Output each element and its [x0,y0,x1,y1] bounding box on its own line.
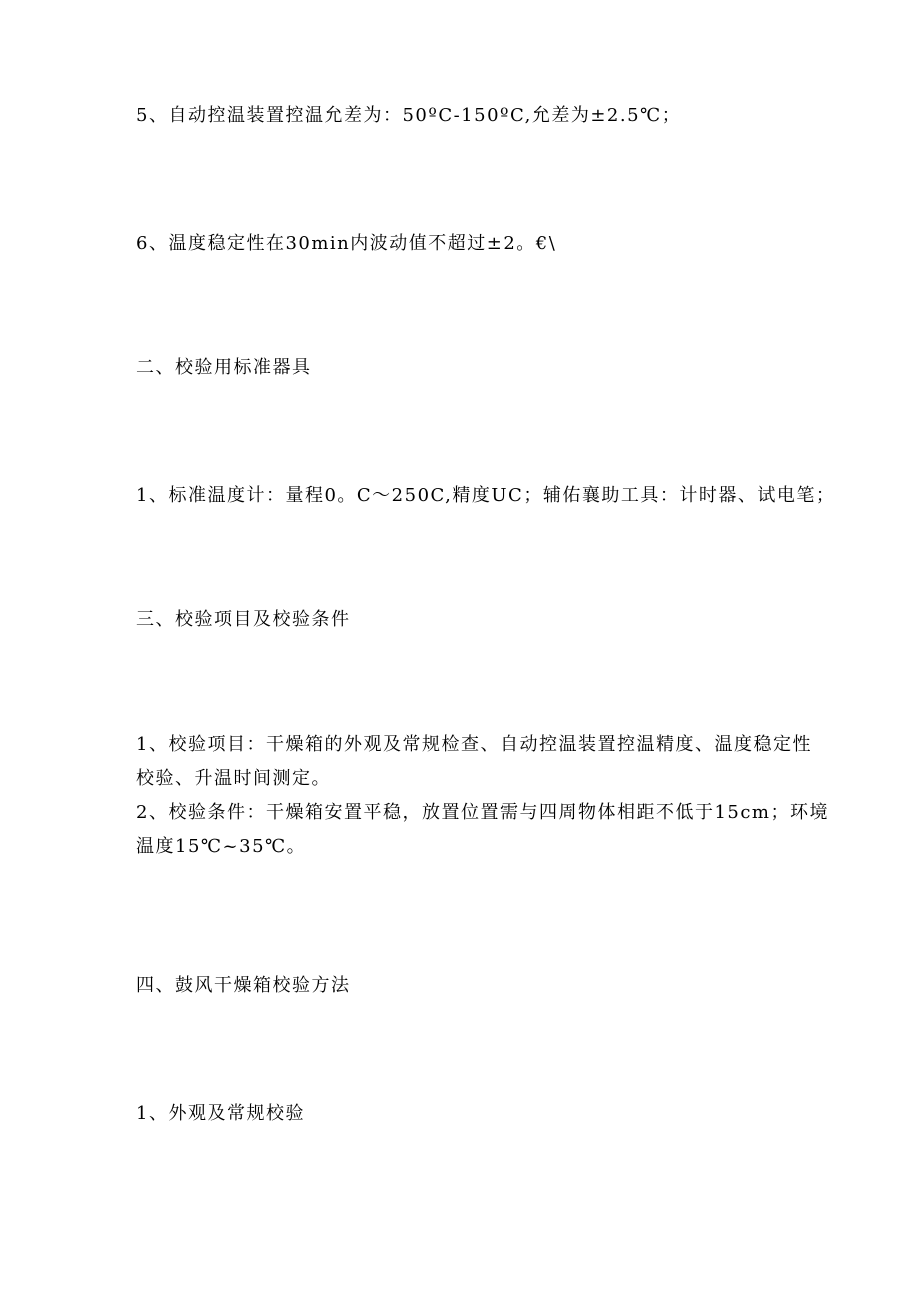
item-5-temperature-tolerance: 5、自动控温装置控温允差为：50ºC-150ºC,允差为±2.5℃； [136,105,682,126]
section-4-heading: 四、鼓风干燥箱校验方法 [136,975,351,996]
section-3-items [136,728,830,864]
section-2-item-1-standard-instruments: 1、标准温度计：量程0。C～250C,精度UC；辅佑襄助工具：计时器、试电笔； [136,485,836,506]
section-4-item-1: 1、外观及常规校验 [136,1103,305,1124]
item-6-temperature-stability: 6、温度稳定性在30min内波动值不超过±2。€\ [136,233,557,254]
section-3-heading: 三、校验项目及校验条件 [136,609,351,630]
section-3-item-1-line-2: 校验、升温时间测定。 [136,768,331,789]
section-3-item-2-line-2: 温度15℃~35℃。 [136,836,307,857]
section-2-heading: 二、校验用标准器具 [136,357,312,378]
section-3-item-1-line-1: 1、校验项目：干燥箱的外观及常规检查、自动控温装置控温精度、温度稳定性 [136,734,812,755]
section-3-item-2-line-1: 2、校验条件：干燥箱安置平稳，放置位置需与四周物体相距不低于15cm；环境 [136,802,830,823]
